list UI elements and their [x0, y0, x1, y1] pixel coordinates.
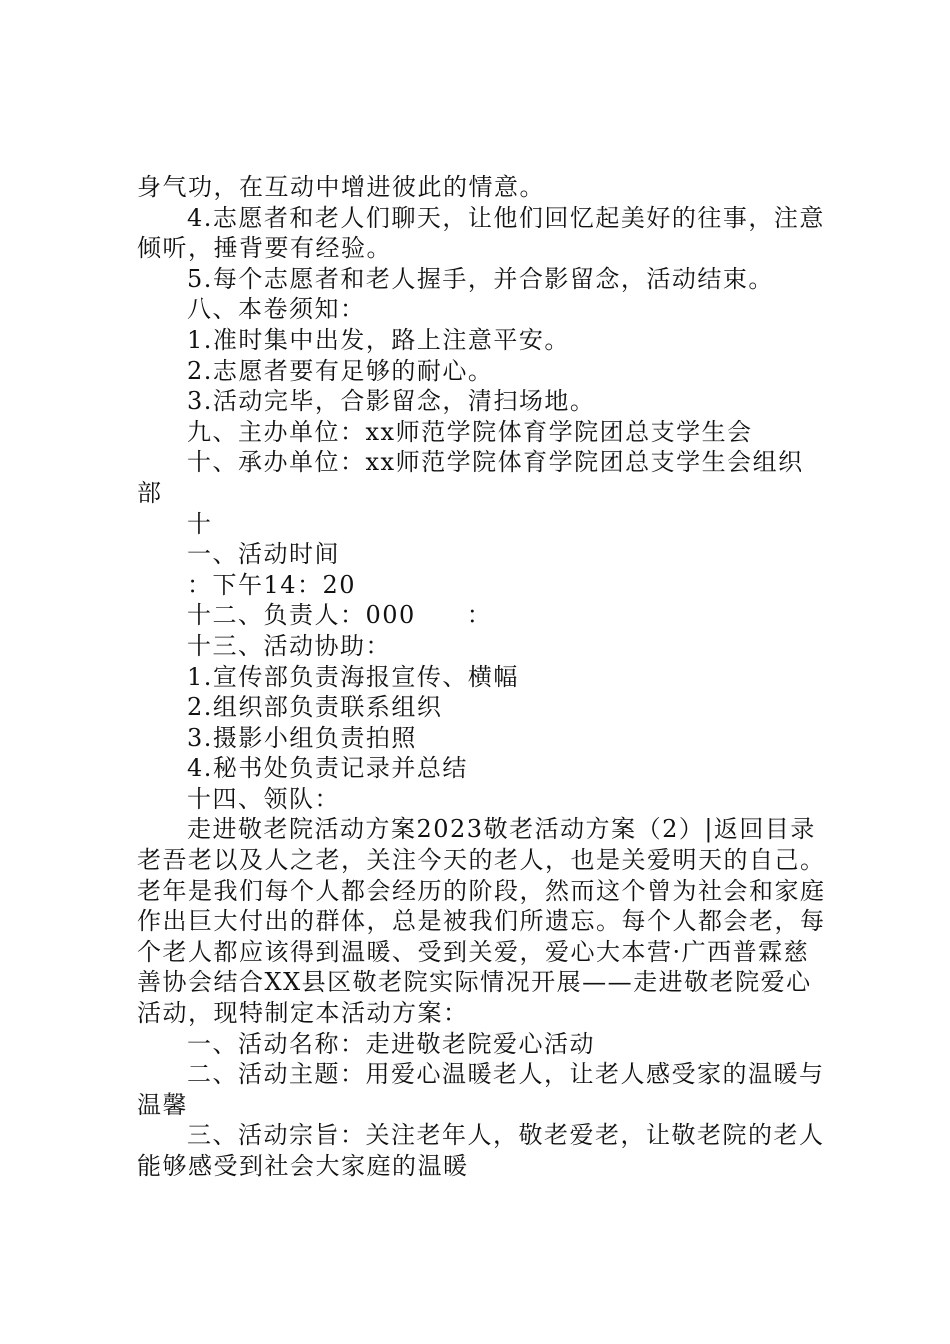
text-line: 一、活动时间 — [187, 540, 340, 569]
text-line: 4.志愿者和老人们聊天，让他们回忆起美好的往事，注意 — [187, 203, 825, 232]
text-line: 活动，现特制定本活动方案： — [137, 999, 469, 1028]
text-line: 十四、领队： — [187, 784, 340, 813]
text-line: 三、活动宗旨：关注老年人，敬老爱老，让敬老院的老人 — [187, 1121, 825, 1150]
text-line: 二、活动主题：用爱心温暖老人，让老人感受家的温暖与 — [187, 1060, 825, 1089]
text-line: 十、承办单位：xx师范学院体育学院团总支学生会组织 — [187, 448, 804, 477]
text-line: 善协会结合XX县区敬老院实际情况开展——走进敬老院爱心 — [137, 968, 812, 997]
text-line: 十 — [187, 509, 213, 538]
text-line: 十三、活动协助： — [187, 631, 391, 660]
document-body — [137, 172, 827, 1182]
text-line: 2.志愿者要有足够的耐心。 — [187, 356, 494, 385]
text-line: ：下午14：20 — [187, 570, 357, 599]
text-line: 个老人都应该得到温暖、受到关爱，爱心大本营·广西普霖慈 — [137, 937, 810, 966]
text-line: 老年是我们每个人都会经历的阶段，然而这个曾为社会和家庭 — [137, 876, 826, 905]
text-line: 1.宣传部负责海报宣传、横幅 — [187, 662, 519, 691]
text-line: 倾听，捶背要有经验。 — [137, 234, 392, 263]
text-line: 3.活动完毕，合影留念，清扫场地。 — [187, 387, 596, 416]
text-line: 十二、负责人：000 ： — [187, 601, 493, 630]
text-line: 作出巨大付出的群体，总是被我们所遗忘。每个人都会老，每 — [137, 907, 826, 936]
text-line: 2.组织部负责联系组织 — [187, 693, 443, 722]
text-line: 能够感受到社会大家庭的温暖 — [137, 1152, 469, 1180]
text-line: 走进敬老院活动方案2023敬老活动方案（2）|返回目录 — [187, 815, 816, 844]
text-line: 八、本卷须知： — [187, 295, 366, 324]
text-line: 九、主办单位：xx师范学院体育学院团总支学生会 — [187, 417, 753, 446]
text-line: 部 — [137, 478, 163, 507]
text-line: 老吾老以及人之老，关注今天的老人，也是关爱明天的自己。 — [137, 846, 826, 875]
text-line: 一、活动名称：走进敬老院爱心活动 — [187, 1029, 595, 1058]
text-line: 温馨 — [137, 1090, 188, 1119]
text-line: 5.每个志愿者和老人握手，并合影留念，活动结束。 — [187, 264, 774, 293]
text-line: 4.秘书处负责记录并总结 — [187, 754, 468, 783]
text-line: 3.摄影小组负责拍照 — [187, 723, 417, 752]
text-line: 身气功，在互动中增进彼此的情意。 — [137, 173, 545, 201]
text-line: 1.准时集中出发，路上注意平安。 — [187, 325, 570, 354]
